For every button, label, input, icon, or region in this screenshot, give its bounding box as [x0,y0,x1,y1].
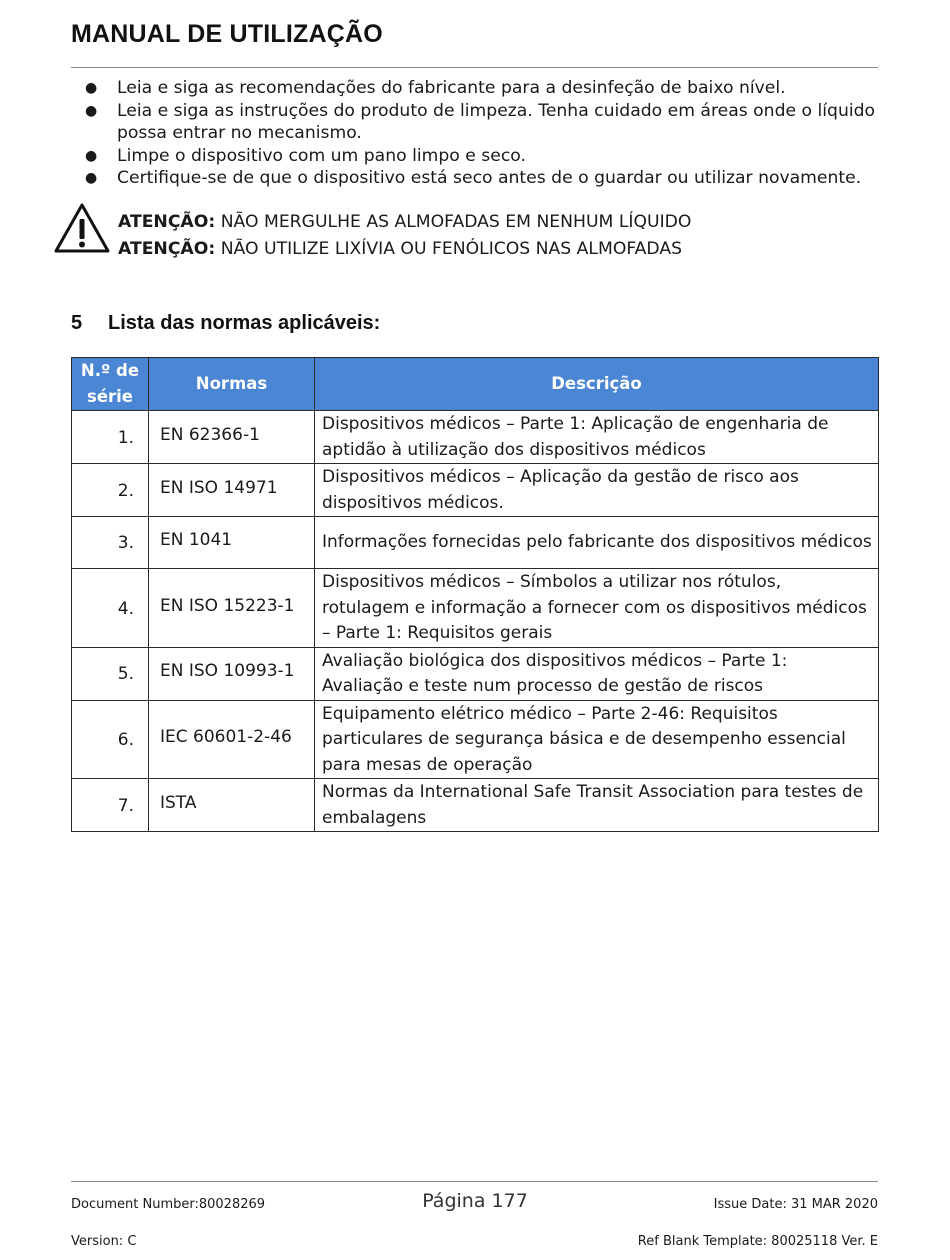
cell-serial: 3. [72,517,149,569]
standards-table [71,357,879,832]
cell-description: Dispositivos médicos – Símbolos a utilizar nos rótulos, rotulagem e informação a fornecer com os dispositivos médicos – Parte 1: Requisitos gerais [315,569,879,648]
cell-description: Normas da International Safe Transit Association para testes de embalagens [315,779,879,832]
column-header-norms: Normas [149,358,315,411]
bullet-icon: ● [85,102,98,119]
table-row [72,569,879,648]
list-item: ● Certifique-se de que o dispositivo está seco antes de o guardar ou utilizar novamente. [85,168,862,188]
cleaning-instructions-list [80,77,880,190]
issue-date: Issue Date: 31 MAR 2020 [713,1197,878,1212]
cell-norm: EN ISO 14971 [149,464,315,517]
cell-norm: EN ISO 15223-1 [149,569,315,648]
cell-norm: IEC 60601-2-46 [149,700,315,779]
warning-label: ATENÇÃO: [118,212,216,232]
cell-norm: EN 62366-1 [149,411,315,464]
cell-description: Dispositivos médicos – Aplicação da gestão de risco aos dispositivos médicos. [315,464,879,517]
cell-norm: EN ISO 10993-1 [149,647,315,700]
cell-description: Avaliação biológica dos dispositivos médicos – Parte 1: Avaliação e teste num processo de gestão de riscos [315,647,879,700]
cell-description: Informações fornecidas pelo fabricante dos dispositivos médicos [315,517,879,569]
list-item: ● Limpe o dispositivo com um pano limpo e seco. [85,145,526,166]
cell-serial: 2. [72,464,149,517]
section-title: Lista das normas aplicáveis: [108,312,381,334]
cell-norm: ISTA [149,779,315,832]
cell-serial: 5. [72,647,149,700]
table-header-row [72,358,879,411]
list-item: ● Leia e siga as recomendações do fabricante para a desinfeção de baixo nível. [85,78,786,98]
section-number: 5 [71,312,83,334]
cell-serial: 1. [72,411,149,464]
table-row [72,517,879,569]
page-title: MANUAL DE UTILIZAÇÃO [71,20,383,48]
footer-divider [71,1181,878,1182]
warning-triangle-icon [53,202,111,254]
table-row [72,779,879,832]
bullet-icon: ● [85,170,98,186]
bullet-icon: ● [85,80,98,96]
warning-line [118,239,682,259]
table-row [72,464,879,517]
section-heading [71,312,380,335]
cell-serial: 6. [72,700,149,779]
warning-label: ATENÇÃO: [118,239,216,259]
cell-serial: 4. [72,569,149,648]
table-row [72,647,879,700]
page-number: Página 177 [422,1190,528,1212]
table-row [72,700,879,779]
warning-text: NÃO UTILIZE LIXÍVIA OU FENÓLICOS NAS ALMOFADAS [220,239,683,259]
list-item: ● Leia e siga as instruções do produto de limpeza. Tenha cuidado em áreas onde o líquido possa entrar no mecanismo. [85,100,876,143]
warning-line [118,212,691,232]
warning-text: NÃO MERGULHE AS ALMOFADAS EM NENHUM LÍQUIDO [220,212,692,232]
cell-description: Dispositivos médicos – Parte 1: Aplicação de engenharia de aptidão à utilização dos dispositivos médicos [315,411,879,464]
title-divider [71,67,878,68]
table-row [72,411,879,464]
warning-block [53,200,883,270]
ref-template: Ref Blank Template: 80025118 Ver. E [637,1234,878,1249]
bullet-icon: ● [85,147,98,164]
cell-description: Equipamento elétrico médico – Parte 2-46: Requisitos particulares de segurança básica e de desempenho essencial para mesas de operação [315,700,879,779]
column-header-description: Descrição [315,358,879,411]
version: Version: C [71,1234,137,1249]
cell-norm: EN 1041 [149,517,315,569]
column-header-serial: N.º de série [72,358,149,411]
document-number: Document Number:80028269 [71,1197,266,1212]
cell-serial: 7. [72,779,149,832]
